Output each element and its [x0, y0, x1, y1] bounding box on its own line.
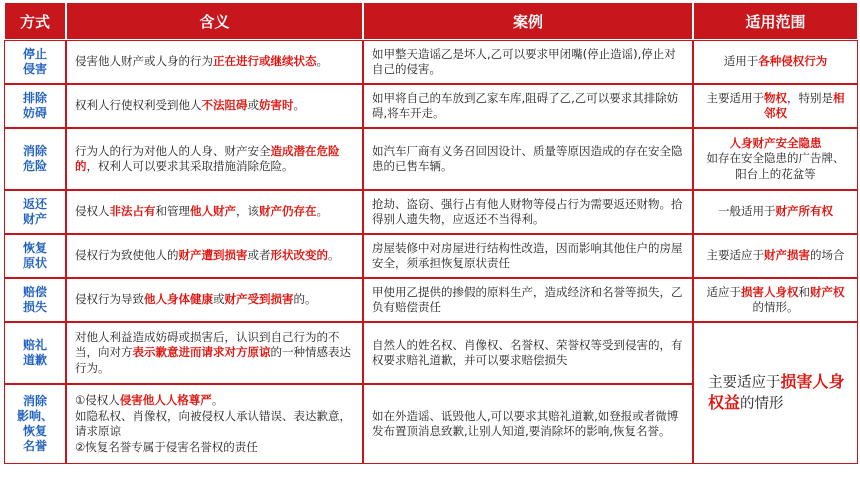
- merged-scope-cell: [693, 322, 858, 464]
- scope-highlight: 各种侵权行为: [758, 54, 828, 69]
- scope-highlight: 财产损害: [764, 248, 810, 263]
- method-text: 危险: [22, 159, 47, 173]
- meaning-text: 。: [328, 248, 340, 263]
- meaning-cell: [66, 322, 363, 384]
- table-row: [4, 40, 858, 84]
- meaning-highlight: 造成潜在危险的: [75, 143, 340, 173]
- scope-text: 的情形: [740, 396, 784, 412]
- table-row: [4, 128, 858, 190]
- method-text: 影响、: [16, 409, 53, 423]
- method-cell: [4, 278, 66, 322]
- scope-highlight: 物权: [764, 90, 787, 105]
- method-text: 赔偿: [22, 285, 47, 299]
- meaning-text: 权利人行使权利受到他人: [75, 98, 202, 113]
- table-row: [4, 190, 858, 234]
- meaning-cell: [66, 84, 363, 128]
- meaning-text: 。: [211, 393, 224, 407]
- scope-cell: [693, 278, 858, 322]
- meaning-text: 和管理: [155, 204, 190, 219]
- scope-highlight: 相邻权: [764, 90, 845, 120]
- method-text: 消除: [22, 144, 47, 158]
- scope-cell: [693, 234, 858, 278]
- method-text: 财产: [22, 212, 47, 226]
- scope-text: 如存在安全隐患的广告牌、 阳台上的花盆等: [706, 151, 845, 181]
- meaning-text: 侵权行为导致: [75, 292, 144, 307]
- meaning-cell: [66, 278, 363, 322]
- meaning-highlight: 财产仍存在: [259, 204, 317, 219]
- meaning-text: 。: [316, 54, 328, 69]
- meaning-text: 或者: [247, 248, 271, 263]
- case-cell: 如甲整天造谣乙是坏人,乙可以要求甲闭嘴(停止造谣),停止对自己的侵害。: [363, 40, 693, 84]
- method-text: 妨碍: [22, 106, 47, 120]
- scope-text: 的情形。: [752, 300, 799, 314]
- scope-cell: [693, 190, 858, 234]
- meaning-text: 行为人的行为对他人的人身、财产安全: [75, 143, 271, 158]
- meaning-text: 或: [213, 292, 225, 307]
- scope-text: 适用于: [723, 54, 759, 69]
- case-cell: 自然人的姓名权、肖像权、名誉权、荣誉权等受到侵害的，有权要求赔礼道歉，并可以要求赔偿损失: [363, 322, 693, 384]
- method-cell: [4, 384, 66, 464]
- method-cell: [4, 40, 66, 84]
- scope-cell: [693, 40, 858, 84]
- meaning-cell: [66, 234, 363, 278]
- method-text: 名誉: [22, 439, 47, 453]
- method-cell: [4, 322, 66, 384]
- meaning-text: 侵害他人财产或人身的行为: [75, 54, 213, 69]
- meaning-highlight: 非法占有: [109, 204, 156, 219]
- scope-text: 适应于: [706, 284, 741, 299]
- scope-text: 主要适应于: [706, 248, 764, 263]
- meaning-highlight: 正在进行或继续状态: [213, 54, 317, 69]
- method-cell: [4, 234, 66, 278]
- method-cell: [4, 84, 66, 128]
- meaning-highlight: 他人身体健康: [144, 292, 213, 307]
- table-header-row: [4, 2, 858, 40]
- meaning-text: ，该: [236, 204, 259, 219]
- table-row: [4, 278, 858, 322]
- method-text: 损失: [22, 300, 47, 314]
- header-method: 方式: [4, 2, 66, 40]
- method-text: 恢复: [22, 241, 47, 255]
- meaning-cell: [66, 40, 363, 84]
- case-cell: 如汽车厂商有义务召回因设计、质量等原因造成的存在安全隐患的已售车辆。: [363, 128, 693, 190]
- meaning-highlight: 财产受到损害: [224, 292, 294, 307]
- scope-cell: [693, 84, 858, 128]
- meaning-text: ①侵权人: [75, 393, 120, 407]
- meaning-cell: [66, 384, 363, 464]
- meaning-line: 如隐私权、肖像权，向被侵权人承认错误、表达歉意，请求原谅: [75, 408, 351, 438]
- meaning-highlight: 财产遭到损害: [178, 248, 248, 263]
- method-text: 赔礼: [22, 338, 47, 352]
- scope-highlight: 财产权: [810, 284, 845, 299]
- meaning-highlight: 侵害他人人格尊严: [119, 393, 212, 407]
- method-text: 侵害: [22, 62, 47, 76]
- method-cell: [4, 190, 66, 234]
- method-text: 道歉: [22, 353, 47, 367]
- header-meaning: 含义: [66, 2, 363, 40]
- scope-text: ，特别是: [787, 90, 833, 105]
- meaning-highlight: 他人财产: [190, 204, 236, 219]
- scope-highlight: 财产所有权: [775, 204, 833, 219]
- header-case: 案例: [363, 2, 693, 40]
- meaning-text: 。: [293, 98, 305, 113]
- meaning-highlight: 表示歉意进而请求对方原谅: [132, 345, 271, 360]
- method-cell: [4, 128, 66, 190]
- case-cell: 抢劫、盗窃、强行占有他人财物等侵占行为需要返还财物。拾得别人遗失物，应返还不当得利。: [363, 190, 693, 234]
- scope-highlight: 损害人身权: [741, 284, 799, 299]
- meaning-highlight: 不法阻碍: [201, 98, 248, 113]
- meaning-line: ②恢复名誉专属于侵害名誉权的责任: [75, 439, 258, 454]
- liability-table-container: [4, 2, 858, 472]
- table-row: [4, 234, 858, 278]
- meaning-line: [75, 393, 354, 409]
- scope-highlight: 损害人身权益: [708, 372, 845, 412]
- meaning-highlight: 妨害时: [259, 98, 294, 113]
- case-cell: 如甲将自己的车放到乙家车库,阻碍了乙,乙可以要求其排除妨碍,将车开走。: [363, 84, 693, 128]
- meaning-text: 的一种情感表达行为。: [75, 345, 351, 375]
- scope-text: 的场合: [810, 248, 845, 263]
- case-cell: 如在外造谣、诋毁他人,可以要求其赔礼道歉,如登报或者微博发布置顶消息致歉,让别人知道,要消除坏的影响,恢复名誉。: [363, 384, 693, 464]
- method-text: 恢复: [22, 424, 47, 438]
- meaning-text: 或: [247, 98, 259, 113]
- method-text: 返还: [22, 197, 47, 211]
- meaning-text: 侵权人: [75, 204, 110, 219]
- table-row: [4, 84, 858, 128]
- header-scope: 适用范围: [693, 2, 858, 40]
- meaning-text: 的。: [293, 292, 317, 307]
- scope-text: 主要适应于: [708, 375, 781, 391]
- meaning-highlight: 形状改变的: [270, 248, 328, 263]
- case-cell: 房屋装修中对房屋进行结构性改造，因而影响其他住户的房屋安全，须承担恢复原状责任: [363, 234, 693, 278]
- liability-table: [4, 2, 858, 464]
- meaning-cell: [66, 190, 363, 234]
- method-text: 排除: [22, 91, 47, 105]
- scope-text: 主要适用于: [706, 90, 764, 105]
- meaning-text: 。: [316, 204, 328, 219]
- scope-cell: [693, 128, 858, 190]
- meaning-text: 对他人利益造成妨碍或损害后，认识到自己行为的不当，向对方: [75, 329, 340, 360]
- scope-text: 和: [798, 284, 810, 299]
- method-text: 停止: [22, 47, 47, 61]
- method-text: 消除: [22, 394, 47, 408]
- scope-text: 一般适用于: [718, 204, 776, 219]
- meaning-text: 侵权行为致使他人的: [75, 248, 179, 263]
- table-row: [4, 322, 858, 384]
- case-cell: 甲使用乙提供的掺假的原料生产，造成经济和名誉等损失，乙负有赔偿责任: [363, 278, 693, 322]
- method-text: 原状: [22, 256, 47, 270]
- meaning-cell: [66, 128, 363, 190]
- meaning-text: ，权利人可以要求其采取措施消除危险。: [86, 159, 294, 173]
- scope-highlight: 人身财产安全隐患: [729, 135, 822, 150]
